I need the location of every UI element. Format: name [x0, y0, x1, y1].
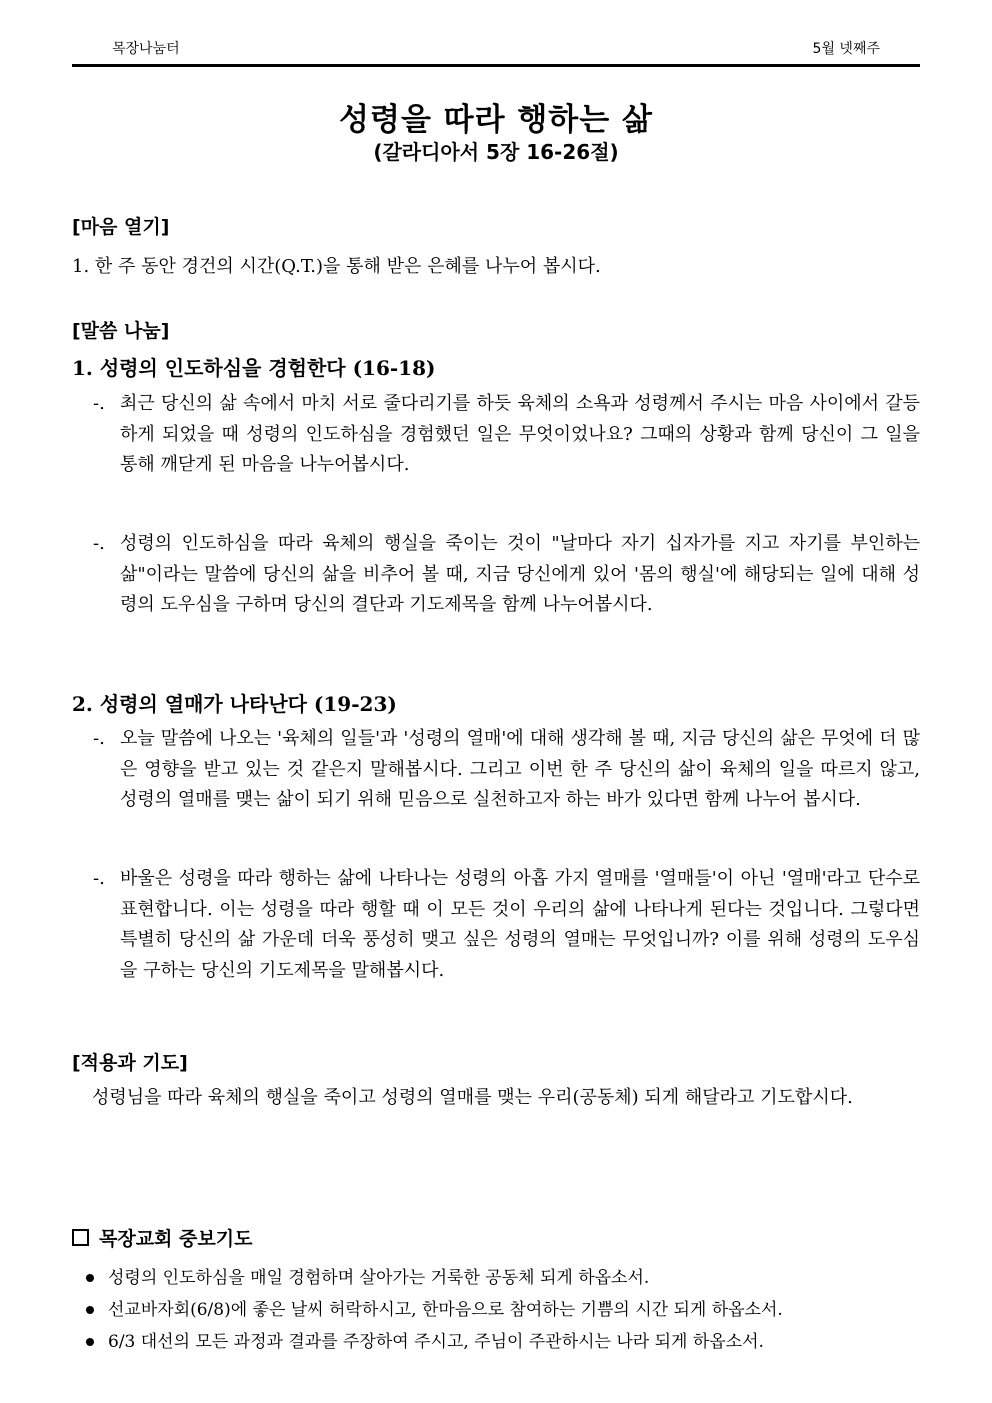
section-1-title: 1. 성령의 인도하심을 경험한다 (16-18): [72, 356, 436, 380]
question-2-1: [93, 724, 920, 816]
question-text: 바울은 성령을 따라 행하는 삶에 나타나는 성령의 아홉 가지 열매를 '열매들'이 아닌 '열매'라고 단수로 표현합니다. 이는 성령을 따라 행할 때 이 모든 것이 우리의 삶에 나타나게 된다는 것입니다. 그렇다면 특별히 당신의 삶 가운데 더욱 풍성히 맺고 싶은 성령의 열매는 무엇입니까? 이를 위해 성령의 도우심을 구하는 당신의 기도제목을 말해봅시다.: [120, 868, 920, 981]
dash-marker: -.: [93, 533, 105, 554]
question-text: 오늘 말씀에 나오는 '육체의 일들'과 '성령의 열매'에 대해 생각해 볼 때, 지금 당신의 삶은 무엇에 더 많은 영향을 받고 있는 것 같은지 말해봅시다. 그리고 이번 한 주 당신의 삶이 육체의 일을 따르지 않고, 성령의 열매를 맺는 삶이 되기 위해 믿음으로 실천하고자 하는 바가 있다면 함께 나누어 봅시다.: [120, 728, 920, 810]
question-2-2: [93, 864, 920, 986]
page-subtitle: (갈라디아서 5장 16-26절): [373, 140, 619, 164]
intercession-heading: 목장교회 중보기도: [99, 1228, 253, 1250]
opening-item: 1. 한 주 동안 경건의 시간(Q.T.)을 통해 받은 은혜를 나누어 봅시다.: [72, 256, 601, 277]
dash-marker: -.: [93, 728, 105, 749]
page-header: [72, 36, 920, 67]
header-right: 5월 넷째주: [812, 41, 880, 57]
question-1-1: [93, 389, 920, 481]
intercession-item: 6/3 대선의 모든 과정과 결과를 주장하여 주시고, 주님이 주관하시는 나라 되게 하옵소서.: [108, 1332, 764, 1352]
intercession-heading-row: [72, 1224, 252, 1251]
checkbox-icon: [72, 1229, 89, 1246]
question-1-2: [93, 529, 920, 621]
dash-marker: -.: [93, 868, 105, 889]
question-text: 성령의 인도하심을 따라 육체의 행실을 죽이는 것이 "날마다 자기 십자가를 지고 자기를 부인하는 삶"이라는 말씀에 당신의 삶을 비추어 볼 때, 지금 당신에게 있어 '몸의 행실'에 해당되는 일에 대해 성령의 도우심을 구하며 당신의 결단과 기도제목을 함께 나누어봅시다.: [120, 533, 920, 615]
header-left: 목장나눔터: [112, 41, 180, 57]
question-text: 최근 당신의 삶 속에서 마치 서로 줄다리기를 하듯 육체의 소욕과 성령께서 주시는 마음 사이에서 갈등하게 되었을 때 성령의 인도하심을 경험했던 일은 무엇이었나요? 그때의 상황과 함께 당신이 그 일을 통해 깨닫게 된 마음을 나누어봅시다.: [120, 393, 920, 475]
bullet-icon: [86, 1306, 94, 1314]
opening-heading: [마음 열기]: [72, 216, 170, 238]
bullet-icon: [86, 1274, 94, 1282]
intercession-list: [86, 1262, 920, 1358]
list-item: [86, 1326, 920, 1358]
word-heading: [말씀 나눔]: [72, 320, 170, 342]
list-item: [86, 1294, 920, 1326]
intercession-item: 성령의 인도하심을 매일 경험하며 살아가는 거룩한 공동체 되게 하옵소서.: [108, 1268, 650, 1288]
intercession-item: 선교바자회(6/8)에 좋은 날씨 허락하시고, 한마음으로 참여하는 기쁨의 시간 되게 하옵소서.: [108, 1300, 783, 1320]
list-item: [86, 1262, 920, 1294]
bullet-icon: [86, 1338, 94, 1346]
application-text: 성령님을 따라 육체의 행실을 죽이고 성령의 열매를 맺는 우리(공동체) 되게 해달라고 기도합시다.: [92, 1087, 853, 1108]
section-2-title: 2. 성령의 열매가 나타난다 (19-23): [72, 692, 397, 716]
page-title: 성령을 따라 행하는 삶: [339, 102, 653, 138]
application-heading: [적용과 기도]: [72, 1052, 188, 1074]
dash-marker: -.: [93, 393, 105, 414]
